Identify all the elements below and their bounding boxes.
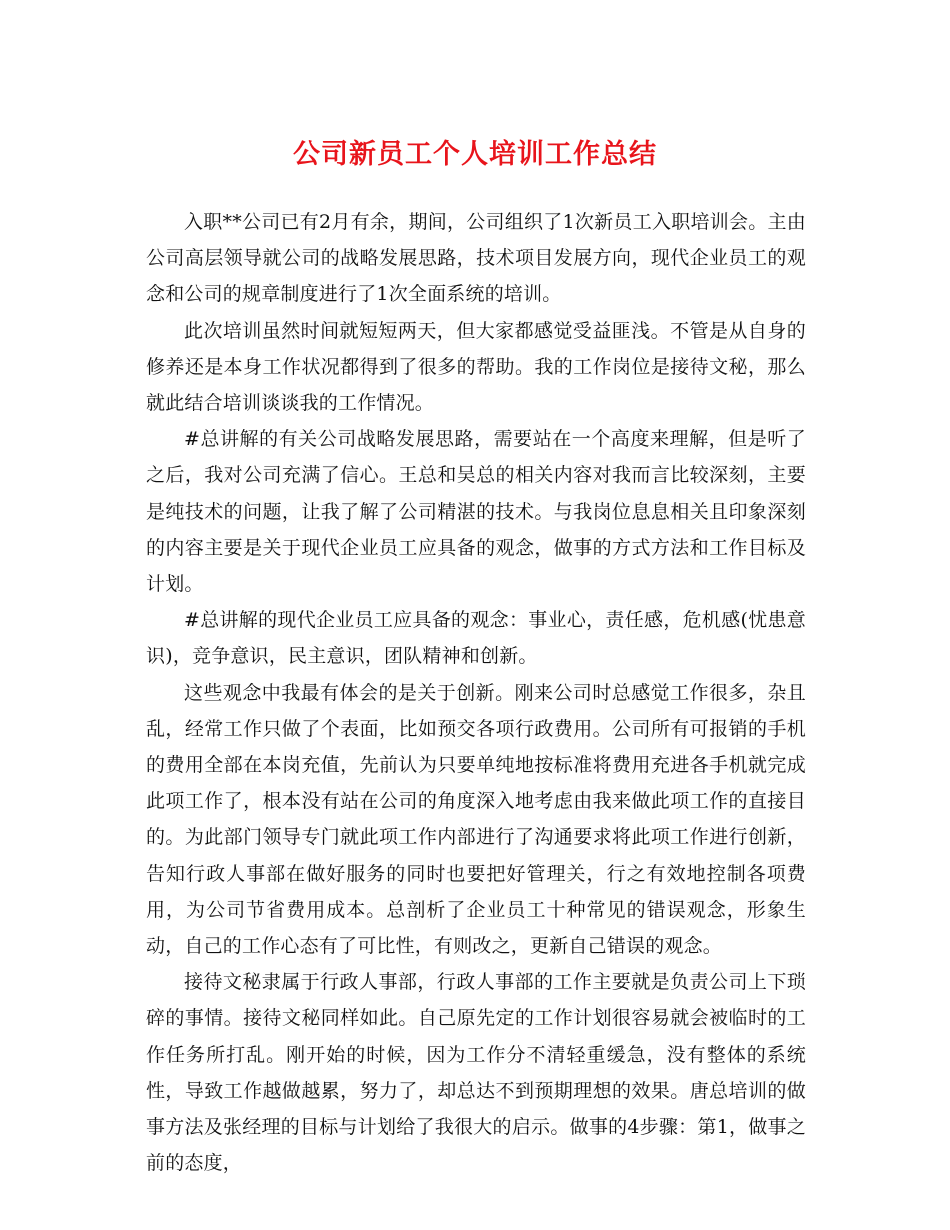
document-body [146,204,806,1181]
paragraph-1: 入职**公司已有2月有余，期间，公司组织了1次新员工入职培训会。主由公司高层领导就公司的战略发展思路，技术项目发展方向，现代企业员工的观念和公司的规章制度进行了1次全面系统的培训。 [146,211,806,306]
paragraph-3: #总讲解的有关公司战略发展思路，需要站在一个高度来理解，但是听了之后，我对公司充满了信心。王总和吴总的相关内容对我而言比较深刻，主要是纯技术的问题，让我了解了公司精湛的技术。与我岗位息息相关且印象深刻的内容主要是关于现代企业员工应具备的观念，做事的方式方法和工作目标及计划。 [146,428,806,596]
paragraph-2: 此次培训虽然时间就短短两天，但大家都感觉受益匪浅。不管是从自身的修养还是本身工作状况都得到了很多的帮助。我的工作岗位是接待文秘，那么就此结合培训谈谈我的工作情况。 [146,319,806,415]
paragraph-6: 接待文秘隶属于行政人事部，行政人事部的工作主要就是负责公司上下琐碎的事情。接待文秘同样如此。自己原先定的工作计划很容易就会被临时的工作任务所打乱。刚开始的时候，因为工作分不清轻重缓急，没有整体的系统性，导致工作越做越累，努力了，却总达不到预期理想的效果。唐总培训的做事方法及张经理的目标与计划给了我很大的启示。做事的4步骤：第1，做事之前的态度， [146,971,806,1175]
paragraph-4: #总讲解的现代企业员工应具备的观念：事业心，责任感，危机感(忧患意识)，竞争意识，民主意识，团队精神和创新。 [146,609,806,668]
document-title: 公司新员工个人培训工作总结 [293,139,657,170]
paragraph-5: 这些观念中我最有体会的是关于创新。刚来公司时总感觉工作很多，杂且乱，经常工作只做了个表面，比如预交各项行政费用。公司所有可报销的手机的费用全部在本岗充值，先前认为只要单纯地按标准将费用充进各手机就完成此项工作了，根本没有站在公司的角度深入地考虑由我来做此项工作的直接目的。为此部门领导专门就此项工作内部进行了沟通要求将此项工作进行创新，告知行政人事部在做好服务的同时也要把好管理关，行之有效地控制各项费用，为公司节省费用成本。总剖析了企业员工十种常见的错误观念，形象生动，自己的工作心态有了可比性，有则改之，更新自己错误的观念。 [146,681,806,958]
